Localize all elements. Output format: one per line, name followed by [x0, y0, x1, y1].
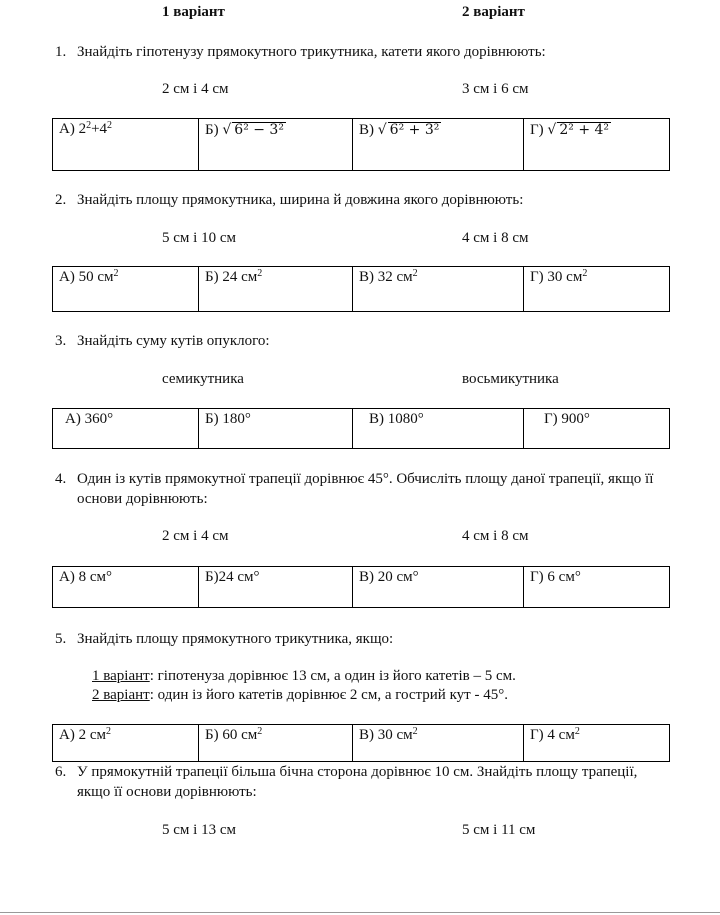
option-text: Г) 6 см°: [530, 569, 581, 585]
question-number: 3.: [55, 333, 67, 349]
q2-option-d[interactable]: [524, 267, 670, 312]
square-exponent: 2: [257, 268, 263, 279]
variant-text: : гіпотенуза дорівнює 13 см, а один із його катетів – 5 см.: [149, 668, 516, 684]
square-exponent: 2: [105, 726, 111, 737]
variant-2-heading: 2 варіант: [462, 4, 525, 20]
option-label: В): [359, 122, 374, 138]
q1-answer-table: [52, 118, 670, 171]
q1-condition-variant-2: 3 см і 6 см: [462, 81, 529, 97]
q3-option-d[interactable]: [524, 409, 670, 449]
option-text: А) 8 см°: [59, 569, 112, 585]
square-exponent: 2: [412, 726, 418, 737]
q3-condition-variant-2: восьмикутника: [462, 371, 559, 387]
option-text: В) 1080°: [369, 411, 424, 427]
q1-option-a[interactable]: [53, 119, 199, 171]
option-label: Г): [530, 122, 544, 138]
variant-label: 2 варіант: [92, 687, 150, 703]
q3-option-b[interactable]: [199, 409, 353, 449]
square-exponent: 2: [113, 268, 119, 279]
q6-condition-variant-1: 5 см і 13 см: [162, 822, 236, 838]
question-text: У прямокутній трапеції більша бічна сторона дорівнює 10 см. Знайдіть площу трапеції, якщо її основи дорівнюють:: [77, 764, 638, 800]
question-text: Один із кутів прямокутної трапеції дорівнює 45°. Обчисліть площу даної трапеції, якщо її основи дорівнюють:: [77, 471, 654, 507]
q4-option-d[interactable]: [524, 567, 670, 608]
q2-option-a[interactable]: [53, 267, 199, 312]
square-exponent: 2: [257, 726, 263, 737]
option-text: Г) 30 см: [530, 269, 583, 285]
q2-answer-table: [52, 266, 670, 312]
option-text: Б)24 см°: [205, 569, 260, 585]
variant-label: 1 варіант: [92, 668, 150, 684]
q1-option-d[interactable]: [524, 119, 670, 171]
option-text: А) 2 см: [59, 727, 106, 743]
variant-1-heading: 1 варіант: [162, 4, 225, 20]
q4-condition-variant-1: 2 см і 4 см: [162, 528, 229, 544]
q1-condition-variant-1: 2 см і 4 см: [162, 81, 229, 97]
option-label: Б): [205, 122, 219, 138]
option-text: Г) 4 см: [530, 727, 575, 743]
exponent-1: 2: [86, 120, 92, 131]
option-text: В) 20 см°: [359, 569, 419, 585]
sqrt-sign: √: [547, 122, 557, 138]
question-5: [55, 629, 695, 649]
question-4: [55, 469, 655, 509]
variant-text: : один із його катетів дорівнює 2 см, а гострий кут - 45°.: [149, 687, 508, 703]
q4-option-b[interactable]: [199, 567, 353, 608]
page-bottom-divider: [0, 912, 720, 913]
base-2: 4: [99, 121, 108, 137]
question-1: [55, 42, 695, 62]
question-number: 5.: [55, 631, 67, 647]
q5-answer-table: [52, 724, 670, 762]
q2-condition-variant-1: 5 см і 10 см: [162, 230, 236, 246]
q4-option-a[interactable]: [53, 567, 199, 608]
q4-condition-variant-2: 4 см і 8 см: [462, 528, 529, 544]
base-1: 2: [78, 121, 87, 137]
exponent-2: 2: [107, 120, 113, 131]
q5-variant-1-condition: [92, 669, 516, 684]
option-text: Б) 24 см: [205, 269, 258, 285]
option-text: А) 360°: [65, 411, 114, 427]
sqrt-sign: √: [377, 122, 387, 138]
q2-condition-variant-2: 4 см і 8 см: [462, 230, 529, 246]
q3-condition-variant-1: семикутника: [162, 371, 244, 387]
q3-option-c[interactable]: [353, 409, 524, 449]
question-text: Знайдіть гіпотенузу прямокутного трикутника, катети якого дорівнюють:: [77, 44, 546, 60]
q2-option-b[interactable]: [199, 267, 353, 312]
question-text: Знайдіть суму кутів опуклого:: [77, 333, 270, 349]
square-exponent: 2: [582, 268, 588, 279]
q5-option-a[interactable]: [53, 725, 199, 762]
question-6: [55, 762, 655, 802]
option-text: Б) 180°: [205, 411, 251, 427]
q5-variant-2-condition: [92, 688, 508, 703]
q4-answer-table: [52, 566, 670, 608]
question-number: 2.: [55, 192, 67, 208]
option-text: Г) 900°: [544, 411, 590, 427]
q5-option-b[interactable]: [199, 725, 353, 762]
q3-option-a[interactable]: [53, 409, 199, 449]
option-text: А) 50 см: [59, 269, 114, 285]
q5-option-d[interactable]: [524, 725, 670, 762]
question-number: 6.: [55, 764, 67, 780]
question-text: Знайдіть площу прямокутного трикутника, якщо:: [77, 631, 394, 647]
option-label: А): [59, 121, 75, 137]
question-number: 1.: [55, 44, 67, 60]
q1-option-b[interactable]: [199, 119, 353, 171]
question-number: 4.: [55, 471, 67, 487]
question-text: Знайдіть площу прямокутника, ширина й довжина якого дорівнюють:: [77, 192, 524, 208]
option-text: В) 32 см: [359, 269, 413, 285]
plus-sign: +: [91, 121, 100, 137]
q4-option-c[interactable]: [353, 567, 524, 608]
square-exponent: 2: [412, 268, 418, 279]
q6-condition-variant-2: 5 см і 11 см: [462, 822, 536, 838]
radicand: 2² + 4²: [559, 122, 610, 138]
option-text: Б) 60 см: [205, 727, 258, 743]
radicand: 6² − 3²: [234, 122, 284, 138]
question-3: [55, 331, 695, 351]
square-exponent: 2: [574, 726, 580, 737]
sqrt-sign: √: [222, 122, 232, 138]
q1-option-c[interactable]: [353, 119, 524, 171]
radicand: 6² + 3²: [389, 122, 440, 138]
q2-option-c[interactable]: [353, 267, 524, 312]
option-text: В) 30 см: [359, 727, 413, 743]
q5-option-c[interactable]: [353, 725, 524, 762]
q3-answer-table: [52, 408, 670, 449]
question-2: [55, 190, 695, 210]
